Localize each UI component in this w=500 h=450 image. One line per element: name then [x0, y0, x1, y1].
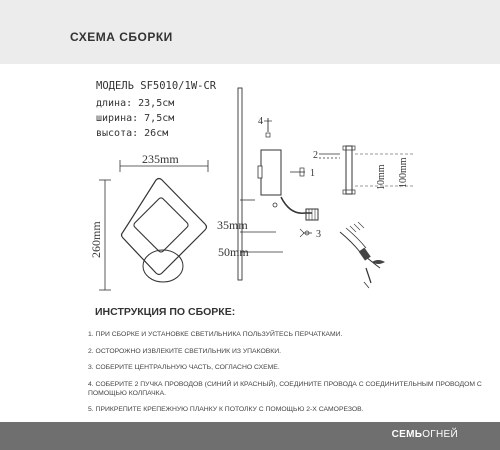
brand-bold: СЕМЬ [391, 429, 423, 440]
width-label: 235mm [142, 152, 179, 166]
step2-number: 2 [313, 150, 318, 161]
mounting-plate [346, 146, 352, 194]
bracket-step-2 [313, 146, 415, 194]
step1-number: 1 [310, 168, 315, 179]
step3-number: 3 [316, 229, 321, 240]
instructions-title: ИНСТРУКЦИЯ ПО СБОРКЕ: [95, 306, 236, 318]
lamp-front-view [122, 179, 207, 283]
lamp-side-view [217, 88, 318, 280]
list-item: 4. СОБЕРИТЕ 2 ПУЧКА ПРОВОДОВ (СИНИЙ И КРАСНЫЙ), СОЕДИНИТЕ ПРОВОДА С СОЕДИНИТЕЛЬНЫМ ПРОВОДОМ С ПОМОЩЬЮ КОЛПАЧКА. [88, 380, 482, 397]
footer-bar [0, 422, 500, 450]
dim-100-label: 100mm [398, 157, 409, 188]
list-item: 1. ПРИ СБОРКЕ И УСТАНОВКЕ СВЕТИЛЬНИКА ПОЛЬЗУЙТЕСЬ ПЕРЧАТКАМИ. [88, 331, 343, 338]
width-dimension [120, 152, 208, 172]
power-cable [281, 197, 312, 213]
screw-step-4 [258, 116, 272, 137]
wall-step-1 [290, 168, 315, 179]
spec-width: ширина: 7,5см [96, 113, 175, 124]
height-dimension [89, 180, 111, 290]
step4-number: 4 [258, 116, 263, 127]
depth1-label: 35mm [217, 218, 248, 232]
spec-length: длина: 23,5см [96, 98, 175, 109]
height-label: 260mm [89, 221, 103, 258]
depth2-label: 50mm [218, 245, 249, 259]
screw-step-3 [300, 229, 321, 240]
spec-height: высота: 26см [96, 128, 169, 139]
dim-10-label: 10mm [376, 164, 387, 190]
list-item: 3. СОБЕРИТЕ ЦЕНТРАЛЬНУЮ ЧАСТЬ, СОГЛАСНО СХЕМЕ. [88, 364, 280, 371]
spec-model: МОДЕЛЬ SF5010/1W-CR [96, 80, 217, 92]
page-title: СХЕМА СБОРКИ [70, 30, 173, 44]
wire-connection-detail [340, 222, 385, 288]
inner-frame [133, 197, 190, 254]
list-item: 5. ПРИКРЕПИТЕ КРЕПЕЖНУЮ ПЛАНКУ К ПОТОЛКУ С ПОМОЩЬЮ 2-Х САМОРЕЗОВ. [88, 406, 364, 413]
brand-logo [392, 429, 458, 440]
list-item: 2. ОСТОРОЖНО ИЗВЛЕКИТЕ СВЕТИЛЬНИК ИЗ УПАКОВКИ. [88, 347, 282, 355]
brand-light: ОГНЕЙ [422, 429, 458, 440]
mounting-box [261, 150, 281, 195]
